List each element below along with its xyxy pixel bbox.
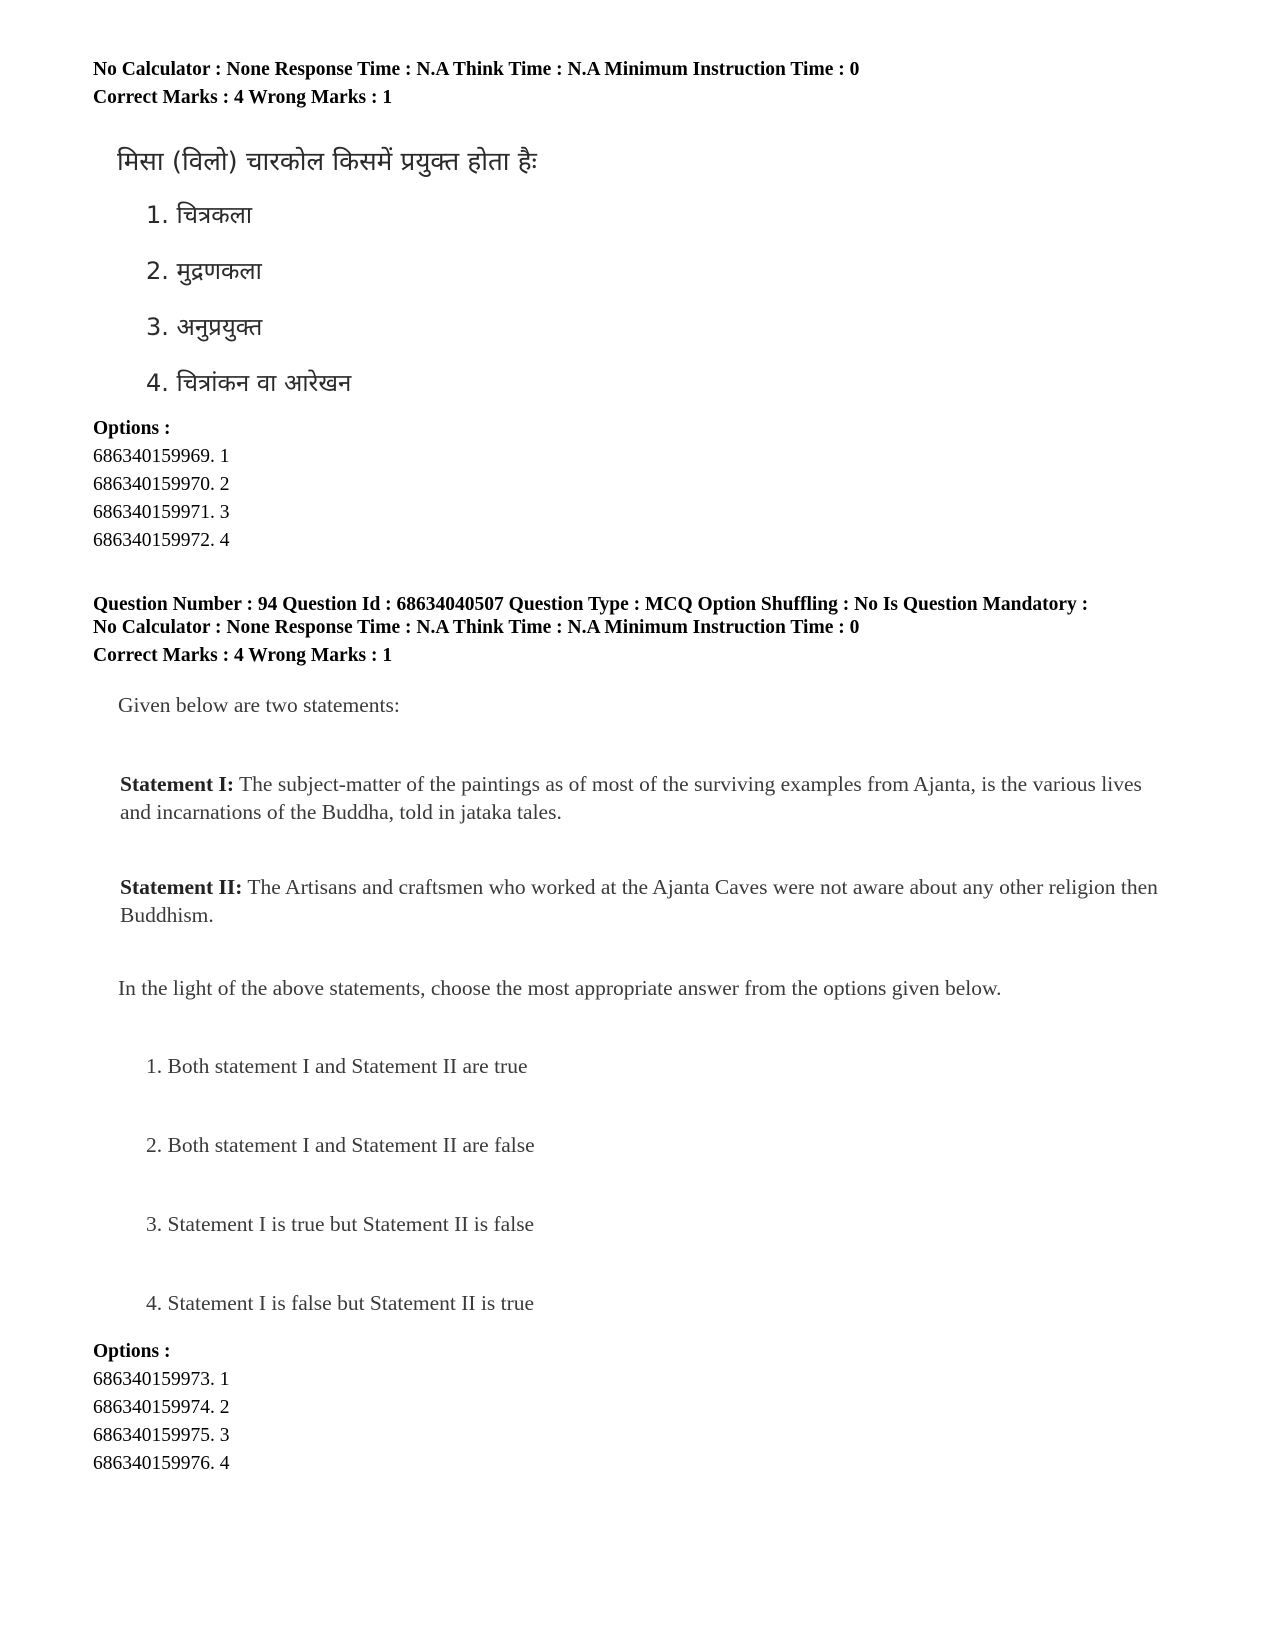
question-meta-line: No Calculator : None Response Time : N.A Think Time : N.A Minimum Instruction Time : 0	[93, 59, 860, 80]
option-id: 686340159972. 4	[93, 530, 230, 551]
statement-2	[120, 873, 1160, 929]
options-label: Options :	[93, 418, 171, 439]
choice-item: 1. चित्रकला	[146, 201, 253, 229]
question-intro: Given below are two statements:	[118, 693, 400, 717]
option-id: 686340159970. 2	[93, 474, 230, 495]
choice-item: 3. अनुप्रयुक्त	[146, 313, 263, 341]
option-id: 686340159976. 4	[93, 1453, 230, 1474]
question-meta-line: No Calculator : None Response Time : N.A Think Time : N.A Minimum Instruction Time : 0	[93, 617, 860, 638]
choice-item: 1. Both statement I and Statement II are true	[146, 1054, 528, 1078]
choice-item: 4. Statement I is false but Statement II is true	[146, 1291, 535, 1315]
option-id: 686340159973. 1	[93, 1369, 230, 1390]
statement-2-label: Statement II:	[120, 875, 243, 899]
options-label: Options :	[93, 1341, 171, 1362]
option-id: 686340159975. 3	[93, 1425, 230, 1446]
question-text: मिसा (विलो) चारकोल किसमें प्रयुक्त होता हैः	[117, 147, 537, 177]
choice-item: 2. Both statement I and Statement II are false	[146, 1133, 535, 1157]
marks-line: Correct Marks : 4 Wrong Marks : 1	[93, 645, 393, 666]
choice-item: 2. मुद्रणकला	[146, 257, 262, 285]
choice-item: 3. Statement I is true but Statement II is false	[146, 1212, 535, 1236]
marks-line: Correct Marks : 4 Wrong Marks : 1	[93, 87, 393, 108]
option-id: 686340159969. 1	[93, 446, 230, 467]
statement-1	[120, 770, 1160, 826]
option-id: 686340159971. 3	[93, 502, 230, 523]
question-meta-line: Question Number : 94 Question Id : 68634040507 Question Type : MCQ Option Shuffling : No Is Question Mandatory :	[93, 594, 1089, 615]
statement-1-label: Statement I:	[120, 772, 235, 796]
choice-item: 4. चित्रांकन वा आरेखन	[146, 369, 352, 397]
statement-1-text: The subject-matter of the paintings as of most of the surviving examples from Ajanta, is the various lives and incarnations of the Buddha, told in jataka tales.	[120, 772, 1142, 824]
statement-2-text: The Artisans and craftsmen who worked at the Ajanta Caves were not aware about any other religion then Buddhism.	[120, 875, 1158, 927]
option-id: 686340159974. 2	[93, 1397, 230, 1418]
question-instruction: In the light of the above statements, choose the most appropriate answer from the options given below.	[118, 976, 1002, 1000]
